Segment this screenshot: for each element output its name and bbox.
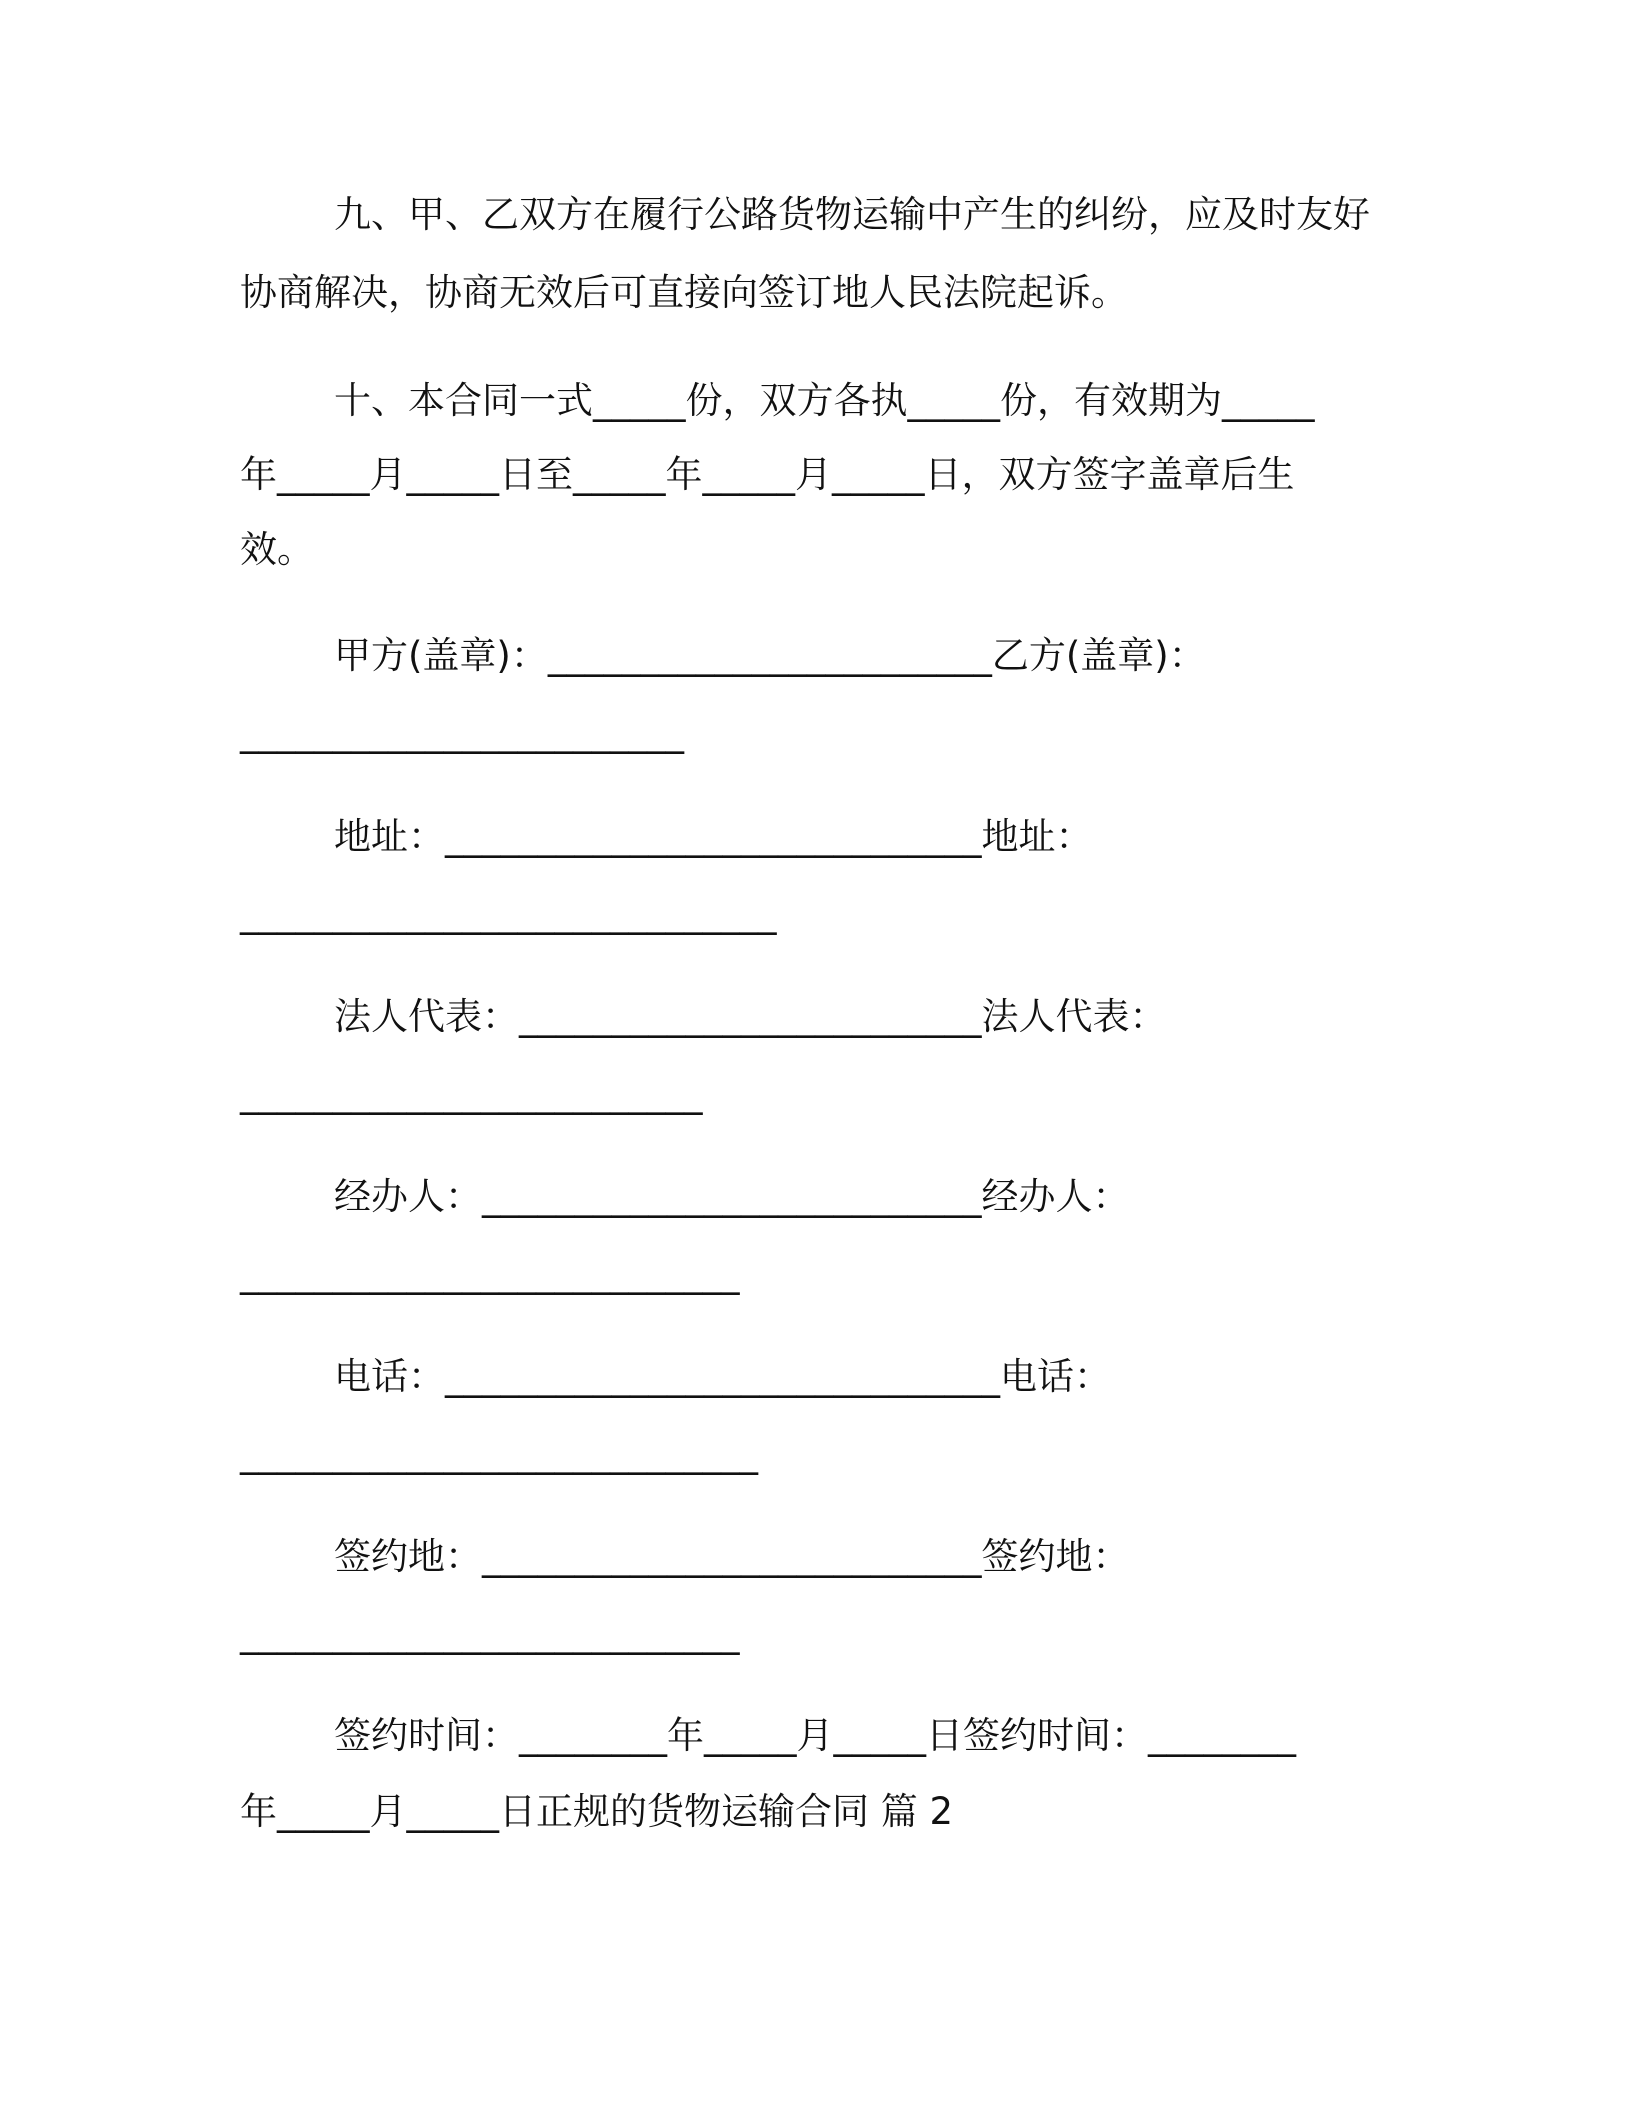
agent-line: 经办人：___________________________经办人： xyxy=(334,1175,1130,1218)
phone-blank: ____________________________ xyxy=(240,1432,758,1475)
sign-place-blank: ___________________________ xyxy=(240,1612,740,1655)
clause-10-line-3: 效。 xyxy=(240,528,314,571)
sign-place-line: 签约地：___________________________签约地： xyxy=(334,1535,1130,1578)
phone-line: 电话：______________________________电话： xyxy=(334,1355,1111,1398)
clause-10-line-2: 年_____月_____日至_____年_____月_____日，双方签字盖章后生 xyxy=(240,453,1295,496)
clause-9-line-1: 九、甲、乙双方在履行公路货物运输中产生的纠纷，应及时友好 xyxy=(334,193,1370,236)
legal-rep-line: 法人代表：_________________________法人代表： xyxy=(334,995,1167,1038)
address-line: 地址：_____________________________地址： xyxy=(334,815,1093,858)
sign-time-line: 签约时间：________年_____月_____日签约时间：________ xyxy=(334,1714,1296,1757)
clause-10-line-1: 十、本合同一式_____份，双方各执_____份，有效期为_____ xyxy=(334,379,1315,422)
address-blank: _____________________________ xyxy=(240,892,777,935)
clause-9-line-2: 协商解决，协商无效后可直接向签订地人民法院起诉。 xyxy=(240,271,1128,314)
agent-blank: ___________________________ xyxy=(240,1252,740,1295)
sign-time-line-2: 年_____月_____日正规的货物运输合同 篇 2 xyxy=(240,1790,954,1833)
party-seal-line: 甲方(盖章)：________________________乙方(盖章)： xyxy=(334,634,1206,677)
party-seal-blank: ________________________ xyxy=(240,711,684,754)
legal-rep-blank: _________________________ xyxy=(240,1072,703,1115)
